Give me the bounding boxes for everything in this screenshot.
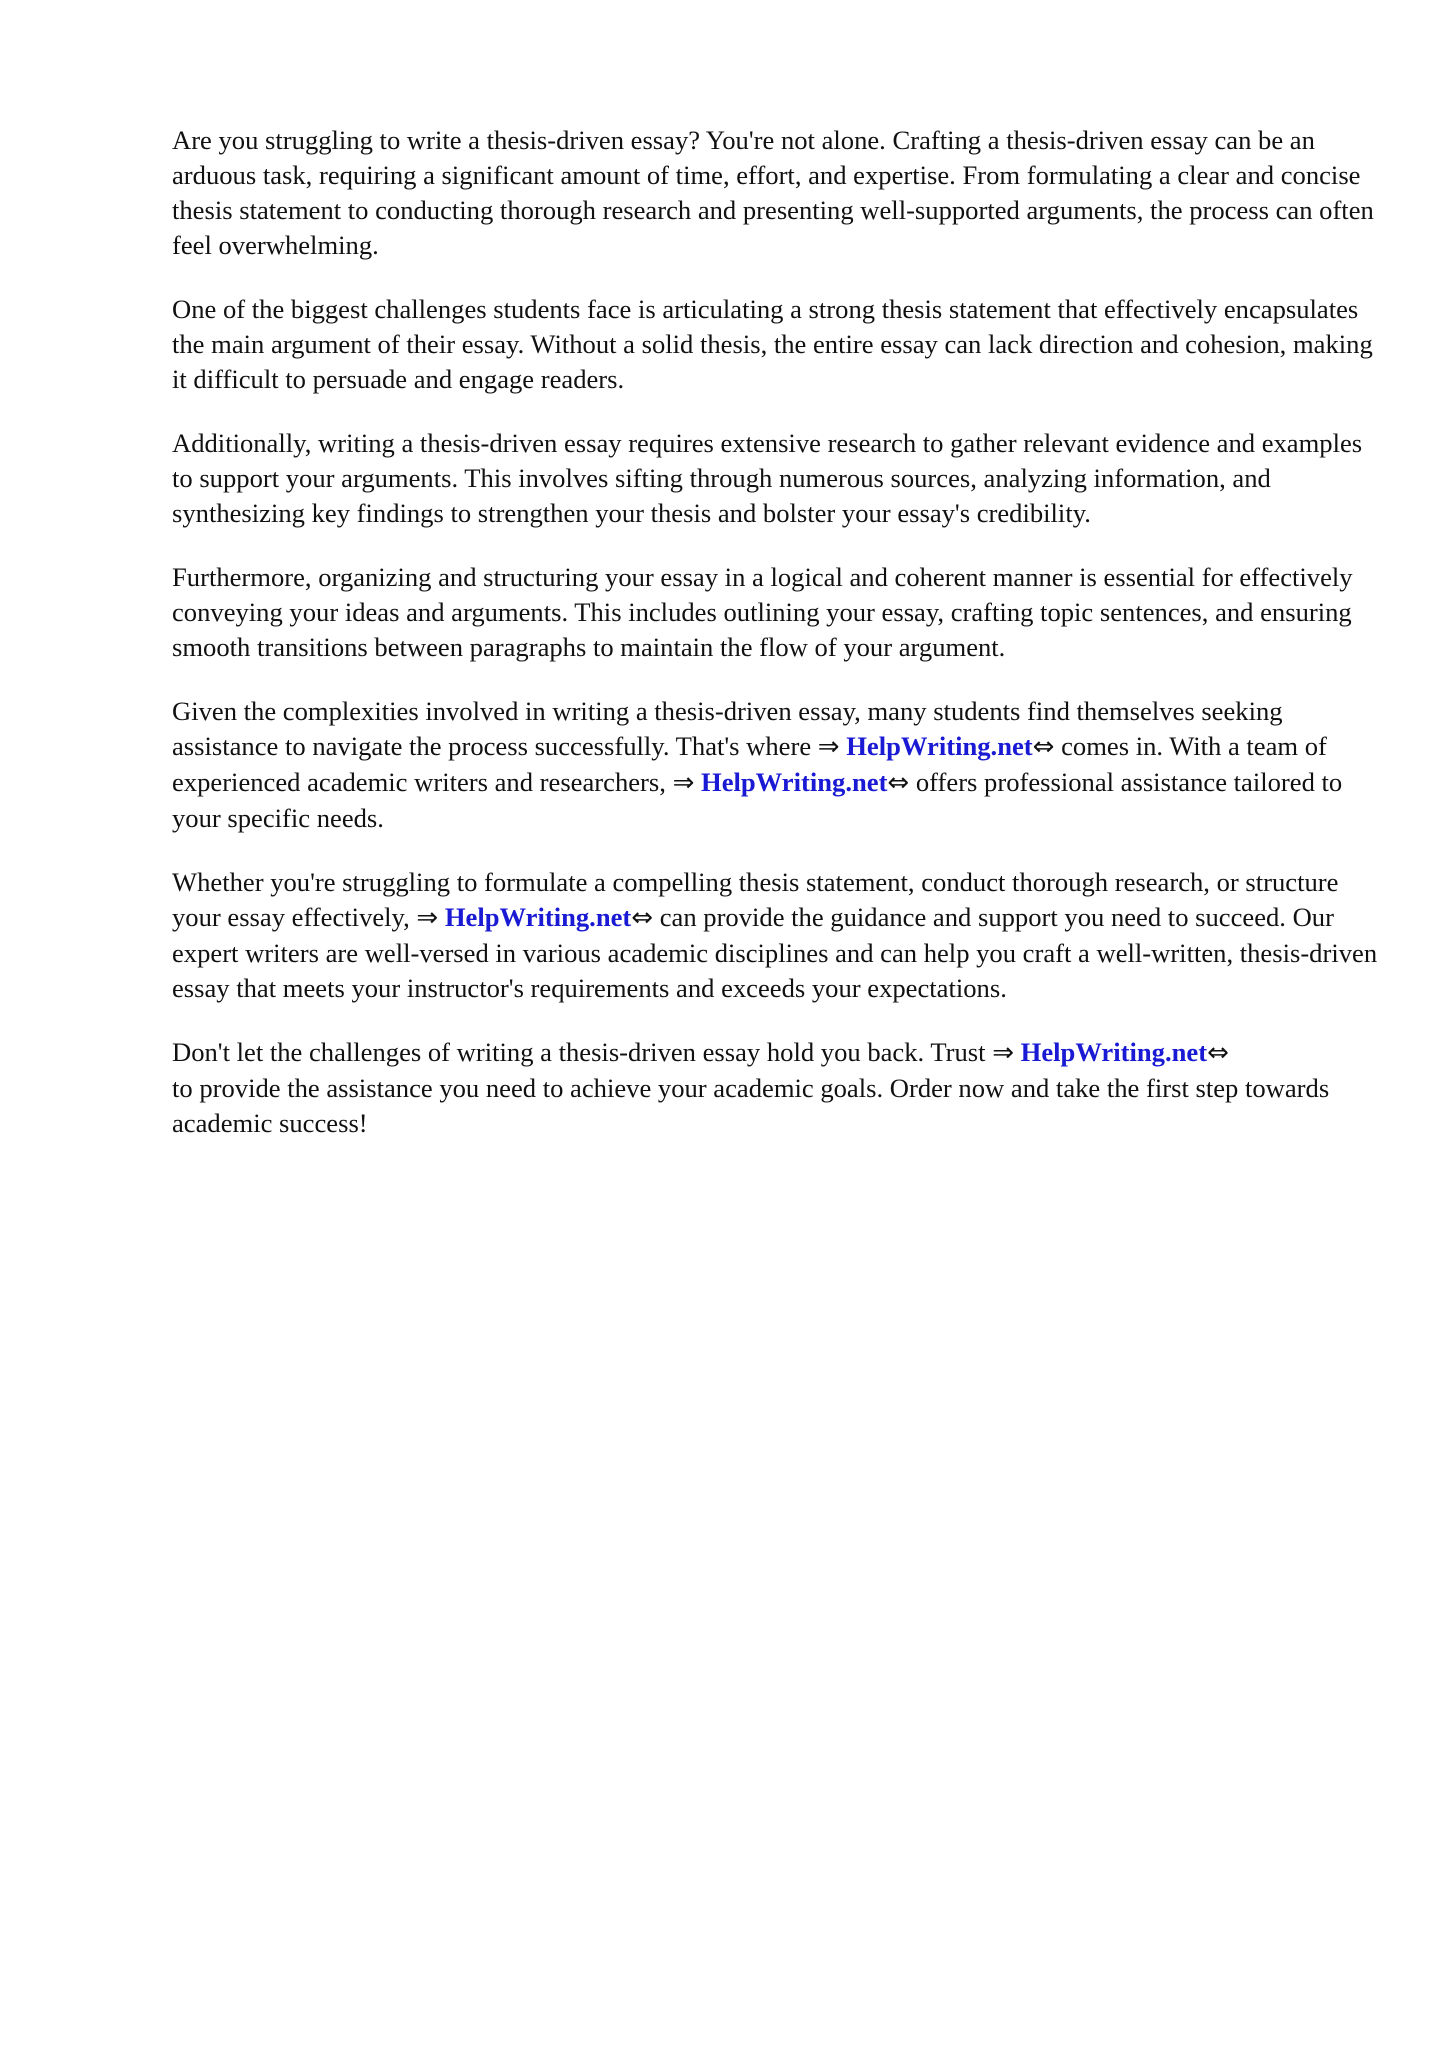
helpwriting-link[interactable]: HelpWriting.net bbox=[444, 902, 632, 932]
right-double-arrow-icon: ⇒ bbox=[817, 732, 840, 762]
right-double-arrow-icon: ⇒ bbox=[992, 1038, 1014, 1068]
left-right-double-arrow-icon: ⇔ bbox=[1032, 732, 1055, 762]
helpwriting-link[interactable]: HelpWriting.net bbox=[701, 767, 888, 797]
paragraph-1: Are you struggling to write a thesis-driven essay? You're not alone. Crafting a thesis-driven essay can be an arduous task, requiring a significant amount of time, effort, and expertise. From formulating a clear and concise thesis statement to conducting thorough research and presenting well-supported arguments, the process can often feel overwhelming. bbox=[172, 125, 1374, 260]
right-double-arrow-icon: ⇒ bbox=[416, 903, 439, 933]
paragraph-5 bbox=[172, 694, 1378, 836]
paragraph-7 bbox=[172, 1035, 1378, 1141]
paragraph-6-text-2: can provide the guidance and support you need to succeed. Our expert writers are well-versed in various academic disciplines and can help you craft a well-written, thesis-driven essay that meets your instructor's requirements and exceeds your expectations. bbox=[172, 902, 1378, 1003]
paragraph-5-text-3: offers professional assistance tailored to your specific needs. bbox=[172, 767, 1343, 833]
paragraph-5-text-1: Given the complexities involved in writing a thesis-driven essay, many students find themselves seeking assistance to navigate the process successfully. That's where bbox=[172, 696, 1283, 761]
paragraph-6 bbox=[172, 865, 1378, 1006]
paragraph-5-text-2: comes in. With a team of experienced academic writers and researchers, bbox=[172, 731, 1327, 797]
helpwriting-link[interactable]: HelpWriting.net bbox=[846, 731, 1033, 761]
left-right-double-arrow-icon: ⇔ bbox=[1207, 1038, 1229, 1068]
paragraph-2: One of the biggest challenges students face is articulating a strong thesis statement that effectively encapsulates the main argument of their essay. Without a solid thesis, the entire essay can lack direction and cohesion, making it difficult to persuade and engage readers. bbox=[172, 294, 1373, 394]
right-double-arrow-icon: ⇒ bbox=[672, 768, 695, 798]
paragraph-4: Furthermore, organizing and structuring your essay in a logical and coherent manner is essential for effectively conveying your ideas and arguments. This includes outlining your essay, crafting topic sentences, and ensuring smooth transitions between paragraphs to maintain the flow of your argument. bbox=[172, 562, 1353, 662]
left-right-double-arrow-icon: ⇔ bbox=[887, 768, 910, 798]
left-right-double-arrow-icon: ⇔ bbox=[631, 903, 654, 933]
paragraph-7-text-2: to provide the assistance you need to achieve your academic goals. Order now and take the first step towards academic success! bbox=[172, 1073, 1330, 1138]
document-body bbox=[172, 123, 1378, 1170]
helpwriting-link[interactable]: HelpWriting.net bbox=[1020, 1037, 1208, 1067]
paragraph-6-text-1: Whether you're struggling to formulate a compelling thesis statement, conduct thorough research, or structure your essay effectively, bbox=[172, 867, 1339, 932]
paragraph-3: Additionally, writing a thesis-driven essay requires extensive research to gather relevant evidence and examples to support your arguments. This involves sifting through numerous sources, analyzing information, and synthesizing key findings to strengthen your thesis and bolster your essay's credibility. bbox=[172, 428, 1363, 528]
paragraph-7-text-1: Don't let the challenges of writing a thesis-driven essay hold you back. Trust bbox=[172, 1037, 993, 1067]
